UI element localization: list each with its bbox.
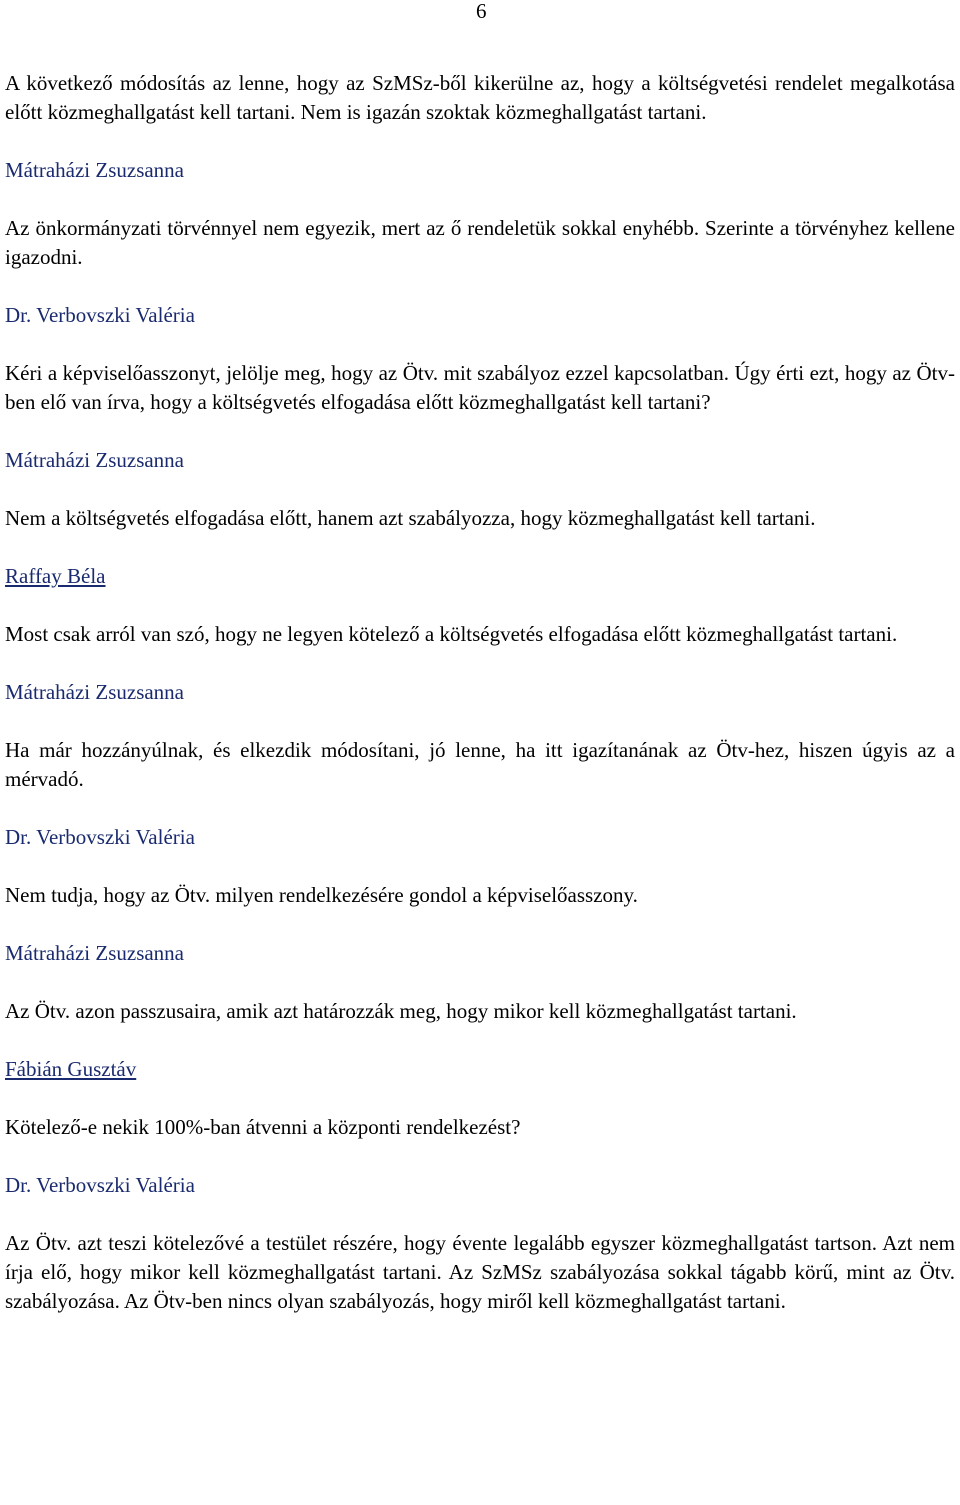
speaker-name: Fábián Gusztáv: [5, 1057, 137, 1081]
speaker-name: Dr. Verbovszki Valéria: [5, 303, 195, 327]
page-number: 6: [476, 0, 487, 23]
paragraph: Most csak arról van szó, hogy ne legyen kötelező a költségvetés elfogadása előtt közmeghallgatást tartani.: [5, 622, 898, 646]
paragraph: Nem tudja, hogy az Ötv. milyen rendelkezésére gondol a képviselőasszony.: [5, 883, 638, 907]
speaker-name: Mátraházi Zsuzsanna: [5, 448, 185, 472]
speaker-name: Mátraházi Zsuzsanna: [5, 680, 185, 704]
speaker-name: Mátraházi Zsuzsanna: [5, 158, 185, 182]
speaker-name: Dr. Verbovszki Valéria: [5, 825, 195, 849]
document-body: [5, 69, 955, 1316]
speaker-name: Dr. Verbovszki Valéria: [5, 1173, 195, 1197]
speaker-name: Raffay Béla: [5, 564, 106, 588]
paragraph: Kéri a képviselőasszonyt, jelölje meg, hogy az Ötv. mit szabályoz ezzel kapcsolatban. Úgy érti ezt, hogy az Ötv-ben elő van írva, hogy a költségvetés elfogadása előtt közmeghallgatást kell tartani?: [5, 361, 955, 414]
paragraph: Az önkormányzati törvénnyel nem egyezik, mert az ő rendeletük sokkal enyhébb. Szerinte a törvényhez kellene igazodni.: [5, 216, 955, 269]
paragraph: Kötelező-e nekik 100%-ban átvenni a központi rendelkezést?: [5, 1115, 521, 1139]
paragraph: Nem a költségvetés elfogadása előtt, hanem azt szabályozza, hogy közmeghallgatást kell tartani.: [5, 506, 816, 530]
paragraph: A következő módosítás az lenne, hogy az SzMSz-ből kikerülne az, hogy a költségvetési rendelet megalkotása előtt közmeghallgatást kell tartani. Nem is igazán szoktak közmeghallgatást tartani.: [5, 71, 955, 124]
paragraph: Ha már hozzányúlnak, és elkezdik módosítani, jó lenne, ha itt igazítanának az Ötv-hez, hiszen úgyis az a mérvadó.: [5, 738, 955, 791]
speaker-name: Mátraházi Zsuzsanna: [5, 941, 185, 965]
paragraph: Az Ötv. azt teszi kötelezővé a testület részére, hogy évente legalább egyszer közmeghallgatást tartson. Azt nem írja elő, hogy mikor kell közmeghallgatást tartani. Az SzMSz szabályozása sokkal tágabb körű, mint az Ötv. szabályozása. Az Ötv-ben nincs olyan szabályozás, hogy miről kell közmeghallgatást tartani.: [5, 1231, 955, 1313]
paragraph: Az Ötv. azon passzusaira, amik azt határozzák meg, hogy mikor kell közmeghallgatást tartani.: [5, 999, 797, 1023]
